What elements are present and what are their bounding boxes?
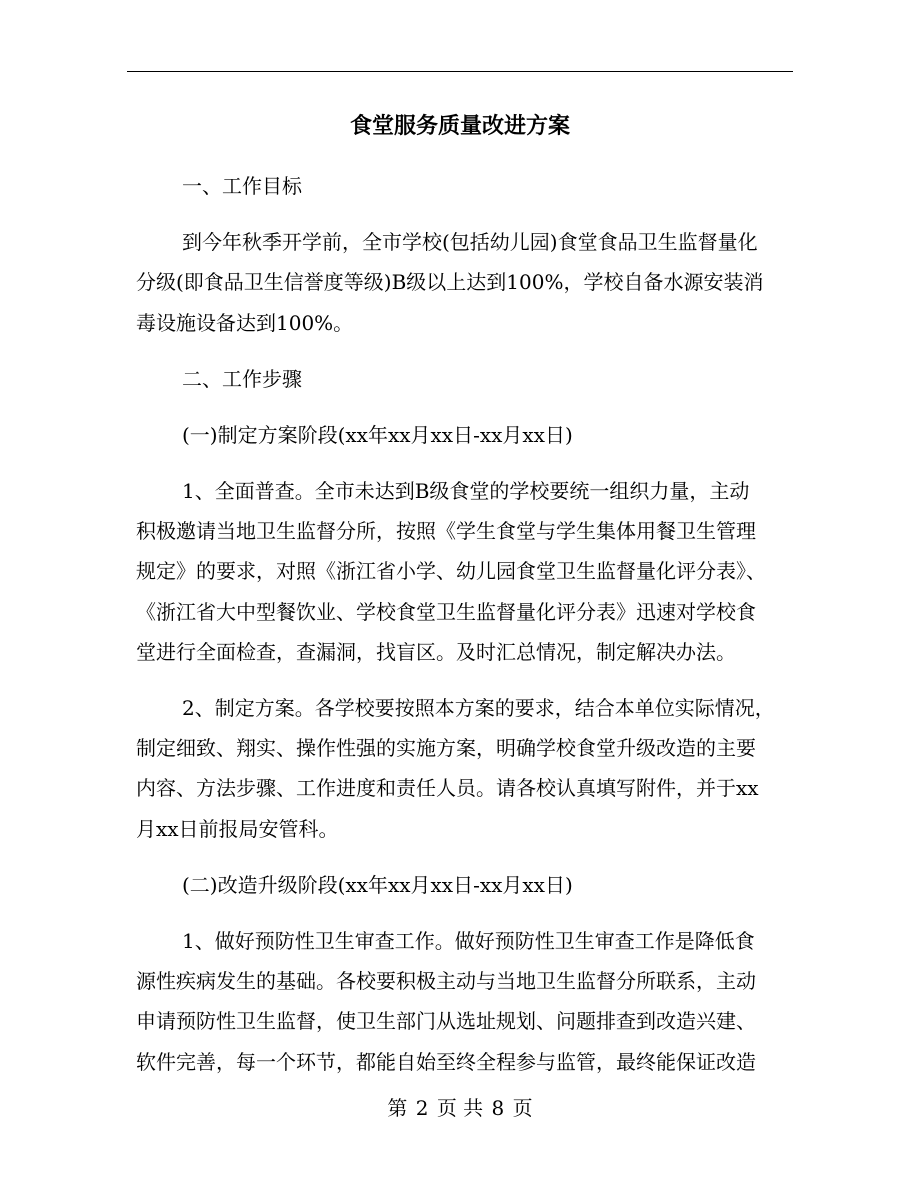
footer-middle: 页 共	[436, 1096, 484, 1120]
paragraph-line: 申请预防性卫生监督，使卫生部门从选址规划、问题排查到改造兴建、	[136, 1009, 756, 1033]
total-page-count: 8	[491, 1096, 505, 1120]
current-page-number: 2	[415, 1096, 429, 1120]
paragraph-line: 源性疾病发生的基础。各校要积极主动与当地卫生监督分所联系，主动	[136, 969, 756, 993]
document-title: 食堂服务质量改进方案	[349, 113, 570, 139]
paragraph-line: 1、做好预防性卫生审查工作。做好预防性卫生审查工作是降低食	[182, 929, 755, 953]
subheading-phase-two: (二)改造升级阶段(xx年xx月xx日-xx月xx日)	[182, 873, 573, 897]
paragraph-line: 软件完善，每一个环节，都能自始至终全程参与监管，最终能保证改造	[136, 1050, 756, 1074]
heading-steps: 二、工作步骤	[182, 367, 302, 391]
paragraph-line: 分级(即食品卫生信誉度等级)B级以上达到100%，学校自备水源安装消	[136, 270, 764, 294]
paragraph-line: 制定细致、翔实、操作性强的实施方案，明确学校食堂升级改造的主要	[136, 736, 756, 760]
header-rule	[127, 71, 793, 72]
paragraph-line: 2、制定方案。各学校要按照本方案的要求，结合本单位实际情况，	[182, 696, 775, 720]
paragraph-line: 《浙江省大中型餐饮业、学校食堂卫生监督量化评分表》迅速对学校食	[136, 600, 756, 624]
paragraph-line: 到今年秋季开学前，全市学校(包括幼儿园)食堂食品卫生监督量化	[182, 230, 758, 254]
footer-suffix: 页	[512, 1096, 533, 1120]
paragraph-line: 积极邀请当地卫生监督分所，按照《学生食堂与学生集体用餐卫生管理	[136, 519, 756, 543]
paragraph-line: 毒设施设备达到100%。	[136, 311, 354, 335]
paragraph-line: 规定》的要求，对照《浙江省小学、幼儿园食堂卫生监督量化评分表》、	[136, 559, 766, 583]
paragraph-line: 堂进行全面检查，查漏洞，找盲区。及时汇总情况，制定解决办法。	[136, 640, 736, 664]
page-footer	[0, 1094, 920, 1122]
paragraph-line: 1、全面普查。全市未达到B级食堂的学校要统一组织力量，主动	[182, 479, 750, 503]
footer-prefix: 第	[387, 1096, 408, 1120]
subheading-phase-one: (一)制定方案阶段(xx年xx月xx日-xx月xx日)	[182, 423, 573, 447]
heading-goal: 一、工作目标	[182, 174, 302, 198]
paragraph-line: 月xx日前报局安管科。	[136, 817, 339, 841]
paragraph-line: 内容、方法步骤、工作进度和责任人员。请各校认真填写附件，并于xx	[136, 776, 759, 800]
